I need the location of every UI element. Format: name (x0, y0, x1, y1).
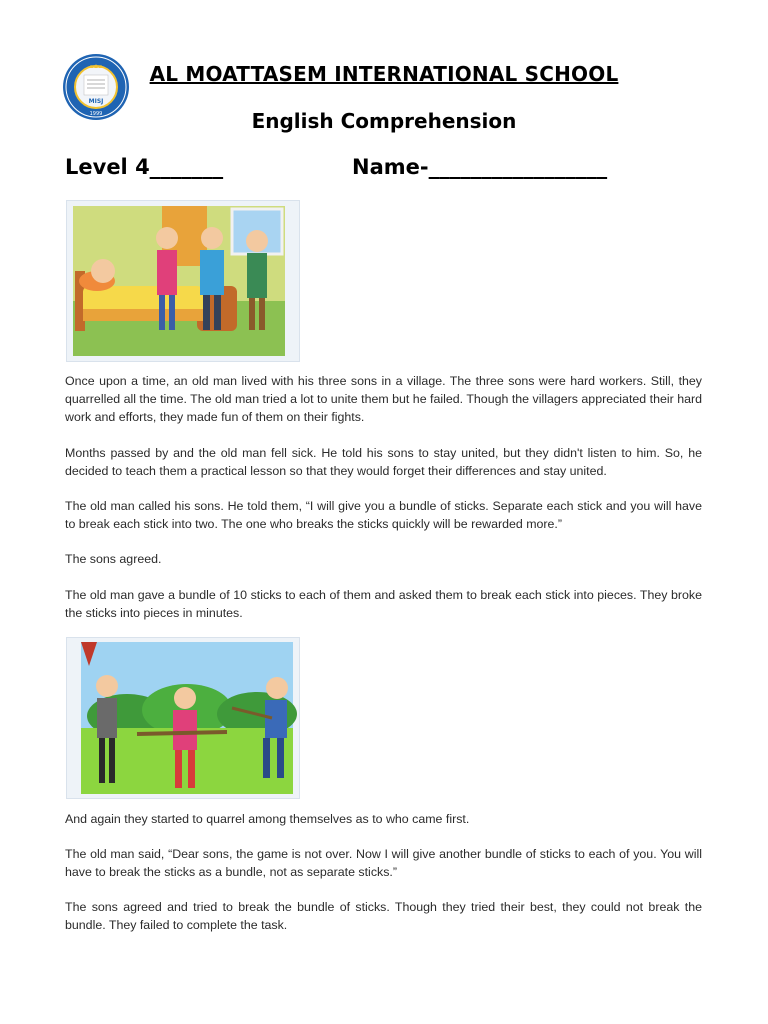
school-title: AL MOATTASEM INTERNATIONAL SCHOOL (149, 62, 619, 86)
story-paragraph-5: The old man gave a bundle of 10 sticks to each of them and asked them to break each stick into pieces. They broke the sticks into pieces in minutes. (65, 588, 702, 620)
story-paragraph-2: Months passed by and the old man fell sick. He told his sons to stay united, but they didn't listen to him. So, he decided to teach them a practical lesson so that they would forget their differences and stay united. (65, 446, 702, 478)
sick-father-illustration (66, 200, 300, 362)
logo-center-text: MISJ (88, 98, 104, 105)
level-field[interactable]: Level 4_______ (65, 155, 224, 179)
name-field[interactable]: Name-_________________ (352, 155, 608, 179)
breaking-sticks-illustration (66, 637, 300, 799)
logo-year: 1999 (89, 111, 103, 117)
story-paragraph-3: The old man called his sons. He told them, “I will give you a bundle of sticks. Separate each stick and you will have to break each stick into two. The one who breaks the sticks quickly will be rewarded more.” (65, 499, 702, 531)
story-paragraph-8: The sons agreed and tried to break the bundle of sticks. Though they tried their best, they could not break the bundle. They failed to complete the task. (65, 900, 702, 932)
story-paragraph-6: And again they started to quarrel among themselves as to who came first. (65, 812, 470, 826)
story-paragraph-7: The old man said, “Dear sons, the game is not over. Now I will give another bundle of sticks to each of you. You will have to break the sticks as a bundle, not as separate sticks.” (65, 847, 702, 879)
story-paragraph-4: The sons agreed. (65, 552, 162, 566)
subject-title: English Comprehension (251, 109, 517, 133)
sons-breaking-sticks-illustration (67, 638, 299, 798)
sick-father-with-sons-illustration (67, 201, 299, 361)
story-paragraph-1: Once upon a time, an old man lived with his three sons in a village. The three sons were hard workers. Still, they quarrelled all the time. The old man tried a lot to unite them but he failed. Though the villagers appreciated their hard work and efforts, they made fun of them on their fights. (65, 374, 702, 424)
